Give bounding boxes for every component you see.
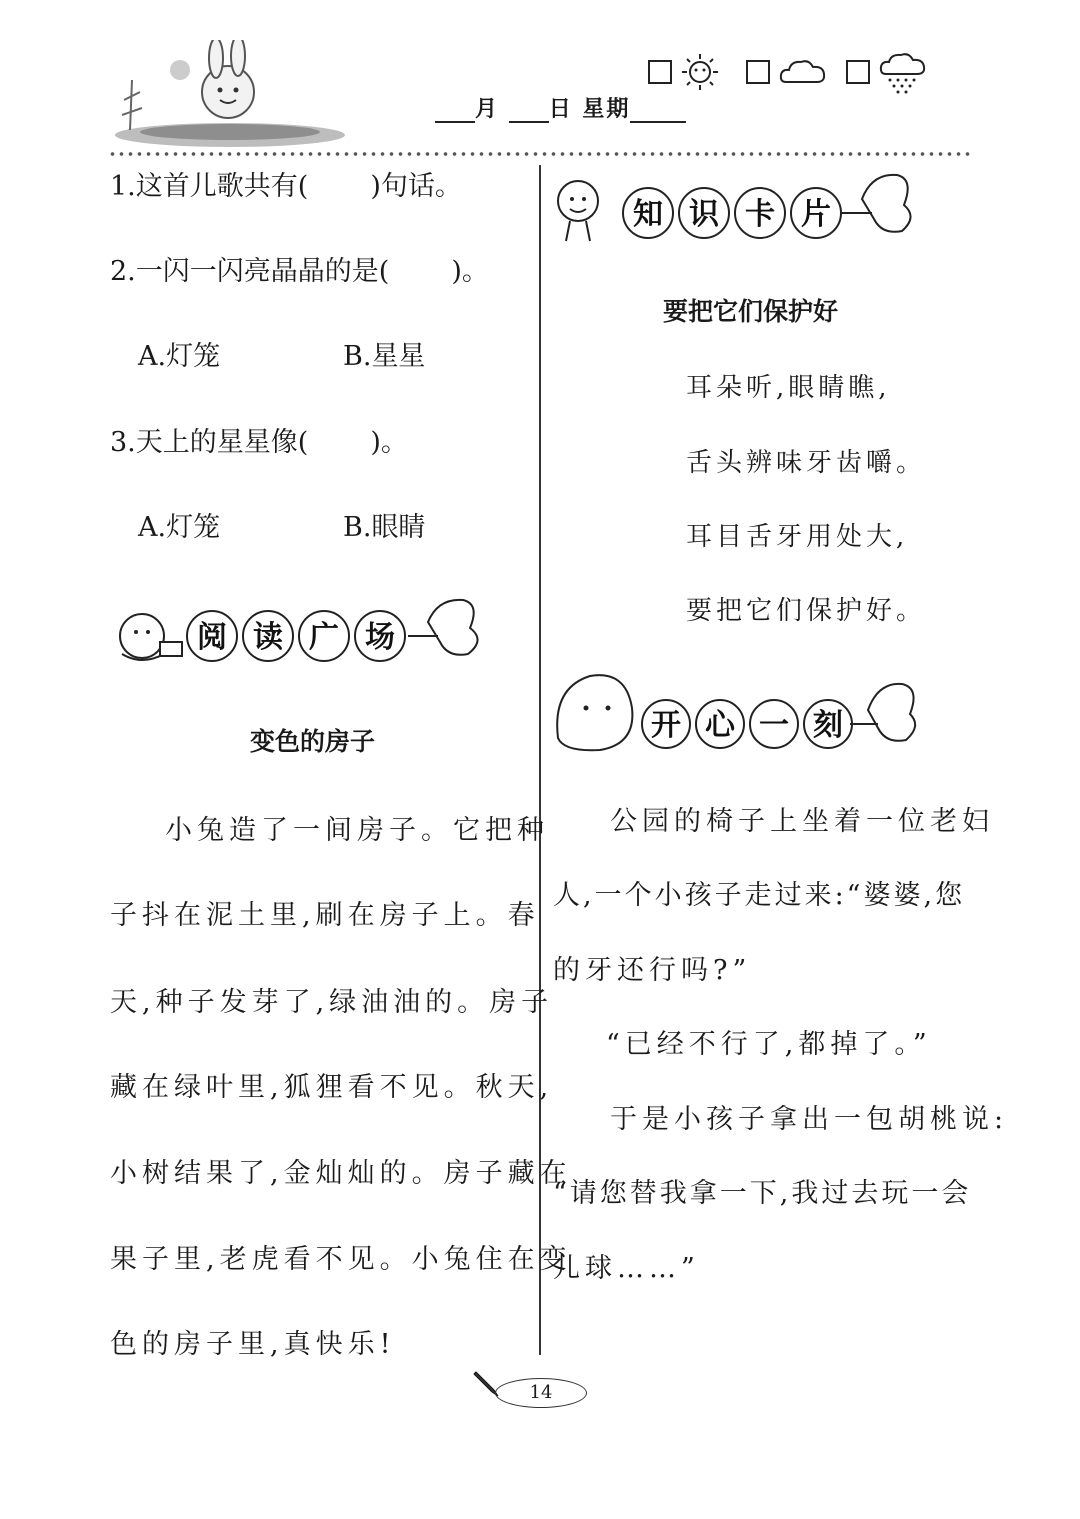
story-line: 藏在绿叶里,狐狸看不见。秋天, [110, 1072, 554, 1103]
banner-char: 识 [689, 197, 719, 232]
option-letter: A. [138, 512, 167, 543]
story-line: 色的房子里,真快乐! [110, 1329, 396, 1360]
rain-icon [878, 52, 932, 94]
option-letter: A. [138, 341, 167, 372]
weather-checkbox-rainy[interactable] [846, 60, 870, 84]
question-tail: )。 [451, 256, 489, 287]
option-text: 灯笼 [166, 512, 221, 543]
question-text: 一闪一闪亮晶晶的是( [135, 256, 390, 287]
banner-char: 开 [651, 708, 681, 743]
story-line: 子抖在泥土里,刷在房子上。春 [110, 900, 540, 931]
weekday-blank[interactable] [630, 101, 686, 123]
question-number: 1. [110, 171, 136, 202]
month-label: 月 [475, 96, 500, 122]
joke-line: 的牙还行吗?” [553, 955, 752, 986]
question-tail: )句话。 [370, 171, 462, 202]
card-title: 要把它们保护好 [663, 297, 839, 326]
banner-char: 卡 [745, 197, 775, 232]
date-line [435, 92, 686, 123]
poem-line: 要把它们保护好。 [686, 596, 927, 626]
question-tail: )。 [370, 427, 408, 458]
banner-char: 场 [365, 620, 395, 655]
story-line: 小兔造了一间房子。它把种 [165, 815, 549, 846]
option-3a[interactable] [138, 505, 220, 544]
weather-checkbox-sunny[interactable] [648, 60, 672, 84]
banner-char: 阅 [197, 620, 227, 655]
poem-line: 耳目舌牙用处大, [686, 522, 909, 552]
banner-char: 读 [253, 620, 283, 655]
day-label: 日 [548, 96, 573, 122]
story-line: 果子里,老虎看不见。小兔住在变 [110, 1244, 572, 1275]
joke-line: “已经不行了,都掉了。” [606, 1029, 932, 1060]
banner-char: 心 [705, 708, 735, 743]
joke-line: 公园的椅子上坐着一位老妇 [610, 806, 994, 837]
story-line: 天,种子发芽了,绿油油的。房子 [110, 987, 554, 1018]
question-2 [110, 249, 489, 288]
joke-line: 人,一个小孩子走过来:“婆婆,您 [553, 880, 966, 911]
banner-char: 一 [759, 708, 789, 743]
question-1 [110, 164, 462, 203]
weather-checkbox-cloudy[interactable] [746, 60, 770, 84]
rabbit-illustration [110, 40, 350, 150]
happy-moment-banner [550, 668, 925, 758]
option-2a[interactable] [138, 334, 220, 373]
option-text: 星星 [371, 341, 426, 372]
option-text: 灯笼 [166, 341, 221, 372]
weekday-label: 星期 [582, 96, 631, 122]
cloud-icon [778, 56, 828, 88]
joke-line: 于是小孩子拿出一包胡桃说: [610, 1104, 1009, 1135]
option-2b[interactable] [343, 334, 425, 373]
page-number: 14 [495, 1378, 587, 1408]
banner-char: 片 [801, 197, 831, 232]
option-letter: B. [343, 512, 372, 543]
poem-line: 舌头辨味牙齿嚼。 [686, 448, 927, 478]
story-title: 变色的房子 [250, 727, 376, 756]
story-line: 小树结果了,金灿灿的。房子藏在 [110, 1158, 572, 1189]
question-text: 天上的星星像( [135, 427, 309, 458]
knowledge-banner [552, 165, 922, 247]
banner-char: 知 [633, 197, 663, 232]
question-number: 2. [110, 256, 136, 287]
month-blank[interactable] [435, 101, 475, 123]
sun-icon [678, 52, 722, 92]
question-number: 3. [110, 427, 136, 458]
reading-banner [108, 592, 488, 670]
day-blank[interactable] [509, 101, 549, 123]
header-divider [108, 150, 973, 158]
poem-line: 耳朵听,眼睛瞧, [686, 373, 891, 403]
question-text: 这首儿歌共有( [135, 171, 309, 202]
question-3 [110, 420, 408, 459]
joke-line: 儿球……” [553, 1253, 700, 1284]
option-text: 眼睛 [371, 512, 426, 543]
joke-line: “请您替我拿一下,我过去玩一会 [553, 1178, 972, 1209]
banner-char: 刻 [813, 708, 843, 743]
option-3b[interactable] [343, 505, 425, 544]
option-letter: B. [343, 341, 372, 372]
banner-char: 广 [309, 620, 339, 655]
